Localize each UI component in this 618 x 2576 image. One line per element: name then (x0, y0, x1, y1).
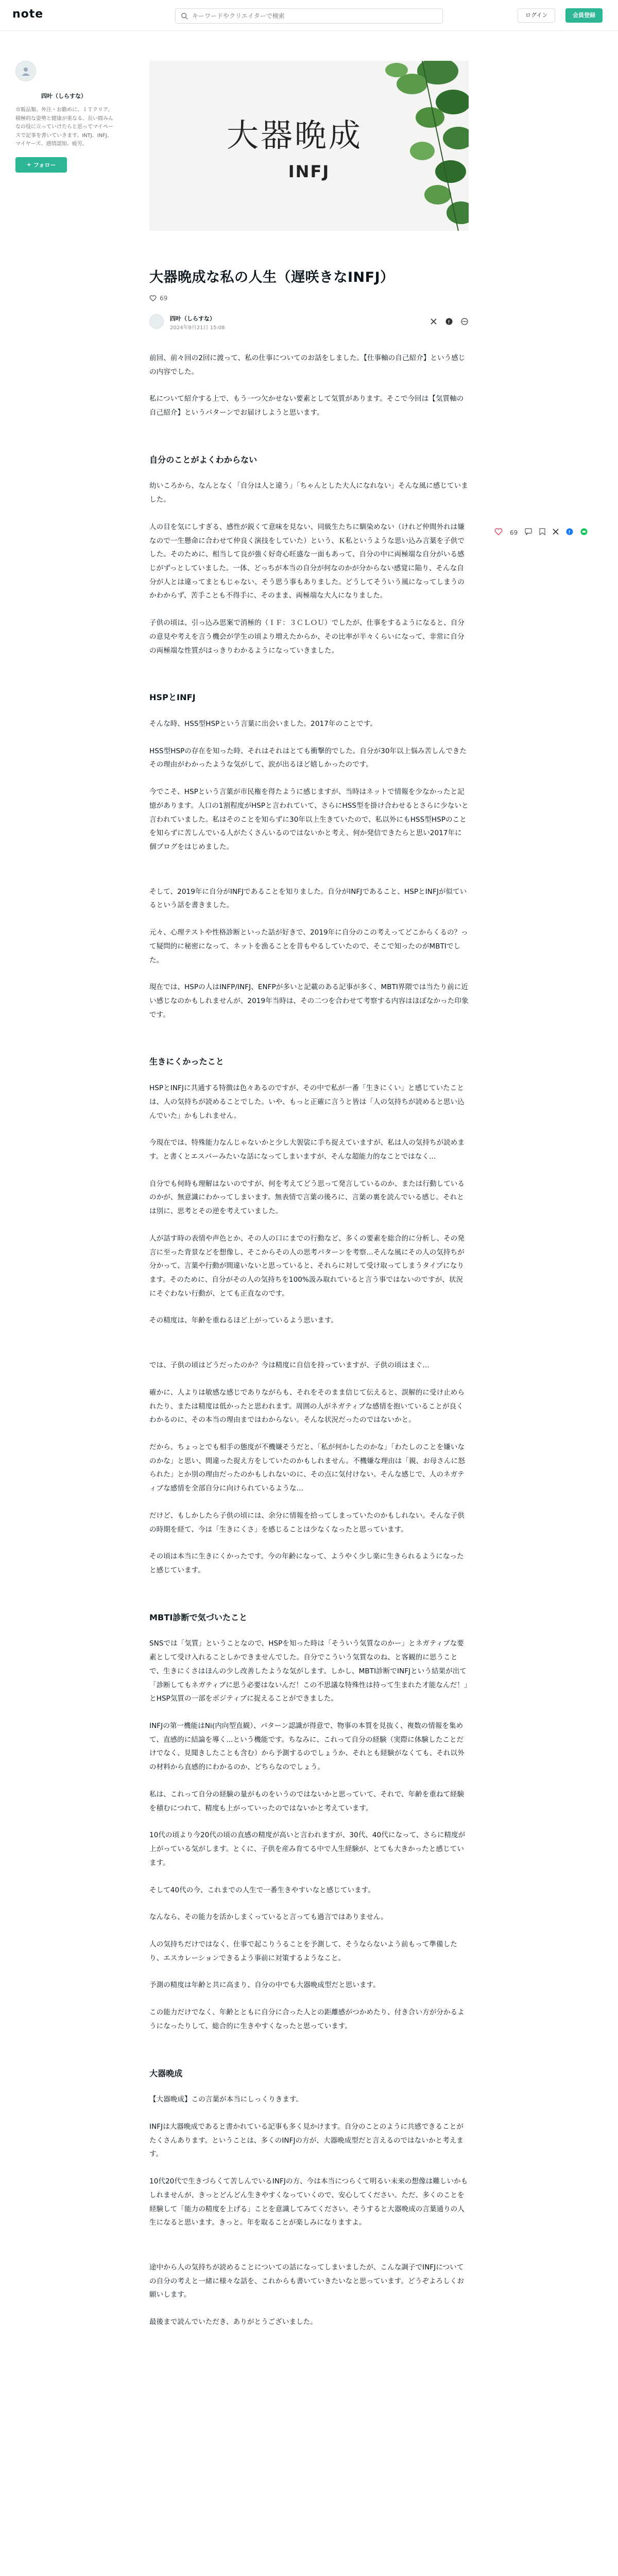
article-title: 大器晩成な私の人生（遅咲きなINFJ） (149, 269, 394, 285)
body-paragraph: 最後まで読んでいただき、ありがとうございました。 (149, 2318, 317, 2327)
follow-plus-icon: + (26, 161, 31, 168)
body-paragraph: だけど、もしかしたら子供の頃には、余分に情報を拾ってしまっていたのかもしれない。そんな子供の時期を経て、今は「生きにくさ」を感じることは少なくなったと思っています。 (149, 1511, 465, 1534)
body-paragraph: INFJの第一機能はNi(内向型直観）、パターン認識が得意で、物事の本質を見抜く、複数の情報を集めて、直感的に結論を導く...という機能です。ちなみに、これって自分の経験（実際に体験したことだけでなく、見聞きしたことも含む）から予測するのでしょうか、それとも経験がなくても、それ以外の材料から直感的にわかるのか、どちらなのでしょう。 (149, 1722, 465, 1772)
article-author-name[interactable]: 四叶（しらすな） (170, 315, 215, 322)
body-paragraph: 今でこそ、HSPという言葉が市民権を得たように感じますが、当時はネットで情報を少なかったと記憶があります。人口の1割程度がHSPと言われていて、さらにHSS型を掛け合わせるとさらに少ないと言われていました。私はそのことを知らずに30年以上生きていたので、私以外にもHSS型HSPのことを知らずに苦しんでいる人がたくさんいるのではないかと考え、何か発信できたらと思い2017年に個ブログをはじめました。 (149, 788, 469, 851)
body-paragraph: HSPとINFJに共通する特徴は色々あるのですが、その中で私が一番「生きにくい」と感じていたことは、人の気持ちが読めることでした。いや、もっと正確に言うと皆は「人の気持ちが読めると思い込んでいた」かもしれません。 (149, 1084, 465, 1120)
author-avatar[interactable] (15, 61, 36, 81)
body-paragraph: 途中から人の気持ちが読めることについての話になってしまいましたが、こんな調子でINFJについての自分の考えと一緒に様々な話を、これからも書いていきたいなと思っています。どうぞよろしくお願いします。 (149, 2263, 464, 2299)
body-paragraph: 10代の頃より今20代の頃の直感の精度が高いと言われますが、30代、40代になって、さらに精度が上がっている気がします。とくに、子供を産み育てる中で人生経験が、とても大きかったと感じています。 (149, 1831, 466, 1867)
section-heading: HSPとINFJ (149, 692, 196, 703)
x-share-icon[interactable] (430, 317, 438, 326)
body-paragraph: 人の気持ちだけではなく、仕事で起こりうることを予測して、そうならないよう前もって準備したり、エスカレーションできるよう事前に対策するようなこと。 (149, 1940, 457, 1962)
follow-button[interactable] (15, 157, 67, 173)
body-paragraph: SNSでは「気質」ということなので、HSPを知った時は「そういう気質なのかー」とネガティブな要素として受け入れることしかできませんでした。自分でこういう気質なのね、と客観的に思うことで、生きにくさはほんの少し改善したような気がします。しかし、MBTI診断でINFJという結果が出て「診断してもネガティブに思う必要はないんだ！この不思議な特殊性は持って生まれた才能なんだ！」とHSP気質の一部をポジティブに捉えることができました。 (149, 1639, 468, 1703)
article-author-avatar[interactable] (149, 314, 164, 329)
x-share-icon[interactable] (553, 529, 559, 536)
body-paragraph: 人の目を気にしすぎる、感性が鋭くて意味を見ない、同級生たちに馴染めない（けれど仲間外れは嫌なので一生懸命に合わせて仲良く演技をしていた）という、Ｋ私というような思い込み言葉を子供でした。そのために、相当して良が強く好奇心旺盛な一面もあって、自分の中に両極端な自分がいる感じがずっとしていました。一体、どっちが本当の自分が何なのかが分からない感覚に陥り、そんな自分が人とは違ってまともじゃない、そう思う事もありました。どうしてそういう風になってしまうのかわからず、苦手ことも不得手に、そのまま、両極端な大人になりました。 (149, 522, 465, 600)
comment-icon[interactable] (525, 528, 532, 537)
article-date: 2024年9月21日 15:08 (170, 325, 225, 331)
body-paragraph: 現在では、HSPの人はINFP/INFJ、ENFPが多いと記載のある記事が多く、MBTI界隈では当たり前に近い感じなのかもしれませんが、2019年当時は、その二つを合わせて考察する内容はほぼなかった印象です。 (149, 983, 469, 1019)
body-paragraph: その精度は、年齢を重ねるほど上がっているよう思います。 (149, 1316, 338, 1325)
intro-paragraph: 私について紹介する上で、もう一つ欠かせない要素として気質があります。そこで今回は【気質軸の自己紹介】というパターンでお届けしようと思います。 (149, 395, 464, 417)
floating-action-bar (494, 528, 588, 537)
body-paragraph: 予測の精度は年齢と共に高まり、自分の中でも大器晩成型だと思います。 (149, 1981, 380, 1990)
bookmark-icon[interactable] (539, 528, 545, 537)
body-paragraph: その頃は本当に生きにくかったです。今の年齢になって、ようやく少し楽に生きられるようになったと感じています。 (149, 1552, 464, 1575)
body-paragraph: 10代20代で生きづらくて苦しんでいるINFJの方、今は本当につらくて明るい未来の想像は難しいかもしれませんが、きっとどんどん生きやすくなっていくので、安心してください。ただ、多くのことを経験して「能力の精度を上げる」ことを意識してみてください。そうすると大器晩成の言葉通りの人生になると思います。きっと。年を取ることが楽しみになりますよ。 (149, 2177, 468, 2227)
like-count: 69 (160, 294, 168, 302)
body-paragraph: 人が話す時の表情や声色とか、その人の口にまでの行動など、多くの要素を総合的に分析し、その発言に至った背景などを想像し、そこからその人の思考パターンを考察…そんな風にその人の気持ちが分かって、言葉や行動が間違いないと思っていると、それらに対して受け取ってしまうタイプになります。そのために、自分がその人の気持ちを100%汲み取れていると言う事ではないのですが、状況にそぐわない行動が、とても正直なのです。 (149, 1234, 465, 1298)
body-paragraph: 自分でも何時も理解はないのですが、何を考えてどう思って発言しているのか、または行動しているのかが、無意識にわかってしまいます。無表情で言葉の後ろに、言葉の裏を読んでいる感じ。それとは別に、思考とその逆を考えていました。 (149, 1179, 465, 1216)
body-paragraph: そして、2019年に自分がINFJであることを知りました。自分がINFJであること、HSPとINFJが似ているという話を書きました。 (149, 887, 467, 910)
top-navbar (0, 0, 618, 31)
spacer (149, 868, 469, 885)
author-bio: 市販品類、外注・お勤めに、ＩＴクリア。積極的な姿勢と健康が重なる、長い間みんなの役に立っていけたらと思ってマイペースで記事を書いていきます。INTJ、INFJ、マイヤーズ、感情認知、疲労。 (15, 107, 113, 147)
article-author-row (149, 313, 469, 334)
body-paragraph: HSS型HSPの存在を知った時、それはそれはとても衝撃的でした。自分が30年以上悩み苦しんできたその理由がわかったような気がして、涙が出るほど嬉しかったのです。 (149, 747, 467, 769)
facebook-share-icon[interactable] (566, 528, 573, 537)
svg-text:f: f (448, 319, 450, 325)
hero-image (149, 61, 469, 231)
section-heading: 生きにくかったこと (149, 1057, 224, 1067)
body-paragraph: そんな時、HSS型HSPという言葉に出会いました。2017年のことです。 (149, 719, 377, 728)
body-paragraph: では、子供の頃はどうだったのか？今は精度に自信を持っていますが、子供の頃はまぐ… (149, 1361, 430, 1370)
share-icons (430, 317, 469, 326)
search-input[interactable] (192, 12, 429, 20)
body-paragraph: INFJは大器晩成であると書かれている記事も多く見かけます。自分のことのように共感できることがたくさんあります。ということは、多くのINFJの方が、大器晩成型だと言えるのではないかと考えます。 (149, 2122, 464, 2159)
body-paragraph: 元々、心理テストや性格診断といった話が好きで、2019年に自分のこの考えってどこからくるの？って疑問的に秘密になって、ネットを漁ることを昔もやるしていたので、そこで知ったのがMBTIでした。 (149, 928, 468, 964)
article-main (149, 61, 469, 2343)
hero-title: 大器晩成 (227, 116, 363, 154)
section-heading: 自分のことがよくわからない (149, 454, 258, 465)
spacer (149, 1341, 469, 1359)
body-paragraph: 子供の頃は、引っ込み思案で消極的（ＩＦ：３ＣＬＯＵ）でしたが、仕事をするようになると、自分の意見や考えを言う機会が学生の頃より増えたからか、その比率が半々くらいになって、非常に自分の両極端な性質がはっきりわかるようになっていきました。 (149, 619, 465, 655)
likes-row (149, 295, 469, 302)
more-options-icon[interactable] (460, 317, 469, 326)
body-paragraph: だから、ちょっとでも相手の態度が不機嫌そうだと、「私が何かしたのかな」「わたしのことを嫌いなのかな」と思い、間違った捉え方をしていたのかもしれません。不機嫌な理由は「親、お母さんに怒られた」とか別の理由だったのかもしれないのに、その点に気付けない。そんな感じで、人のネガティブな感情を全部自分に向けられているような… (149, 1443, 465, 1493)
author-sidebar (15, 61, 118, 173)
body-paragraph: そして40代の今、これまでの人生で一番生きやすいなと感じています。 (149, 1886, 375, 1894)
line-share-icon[interactable] (580, 528, 588, 537)
login-button[interactable]: ログイン (518, 8, 555, 23)
body-paragraph: 【大器晩成】この言葉が本当にしっくりきます。 (149, 2095, 303, 2104)
search-icon (181, 12, 188, 20)
body-paragraph: 私は、これって自分の経験の量がものをいうのではないかと思っていて、それで、年齢を重ねて経験を積むにつれて、精度も上がっていったのではないかと考えています。 (149, 1790, 465, 1812)
search-box[interactable] (175, 8, 443, 24)
body-paragraph: この能力だけでなく、年齢とともに自分に合った人との距離感がつかめたり、付き合い方が分かるようになったりして、総合的に生きやすくなったと思っています。 (149, 2008, 465, 2030)
signup-button[interactable]: 会員登録 (565, 8, 603, 23)
section-heading: MBTI診断で気づいたこと (149, 1612, 248, 1622)
float-heart-icon[interactable] (494, 528, 503, 537)
note-logo[interactable]: note (12, 8, 44, 21)
body-paragraph: 今現在では、特殊能力なんじゃないかと少し大袈裟に手ち捉えていますが、私は人の気持ちが読めます。と書くとエスパーみたいな話になってしまいますが、そんな超能力的なことではなく… (149, 1139, 465, 1161)
spacer (149, 2243, 469, 2261)
section-heading: 大器晩成 (149, 2068, 183, 2078)
author-name[interactable]: 四叶（しらすな） (41, 93, 87, 99)
article-body (149, 351, 469, 2329)
follow-label: フォロー (33, 161, 56, 168)
float-like-count: 69 (510, 529, 518, 536)
heart-icon[interactable] (149, 295, 157, 302)
body-paragraph: なんなら、その能力を活かしまくっていると言っても過言ではありません。 (149, 1913, 388, 1922)
body-paragraph: 幼いころから、なんとなく「自分は人と違う」「ちゃんとした大人になれない」そんな風に感じていました。 (149, 482, 468, 504)
intro-paragraph: 前回、前々回の2回に渡って、私の仕事についてのお話をしました。【仕事軸の自己紹介】という感じの内容でした。 (149, 353, 466, 376)
avatar-user-icon (20, 65, 31, 77)
svg-text:f: f (569, 530, 571, 535)
hero-subtitle: INFJ (288, 162, 330, 181)
body-paragraph: 確かに、人よりは敏感な感じでありながらも、それをそのまま信じて伝えると、誤解的に受け止められたり、または精度は低かったと思われます。周囲の人がネガティブな感情を抱いていることが良くわかるのに、その本当の理由まではわからない。そんな状況だったのではないかと。 (149, 1388, 465, 1425)
facebook-share-icon[interactable] (445, 317, 453, 326)
